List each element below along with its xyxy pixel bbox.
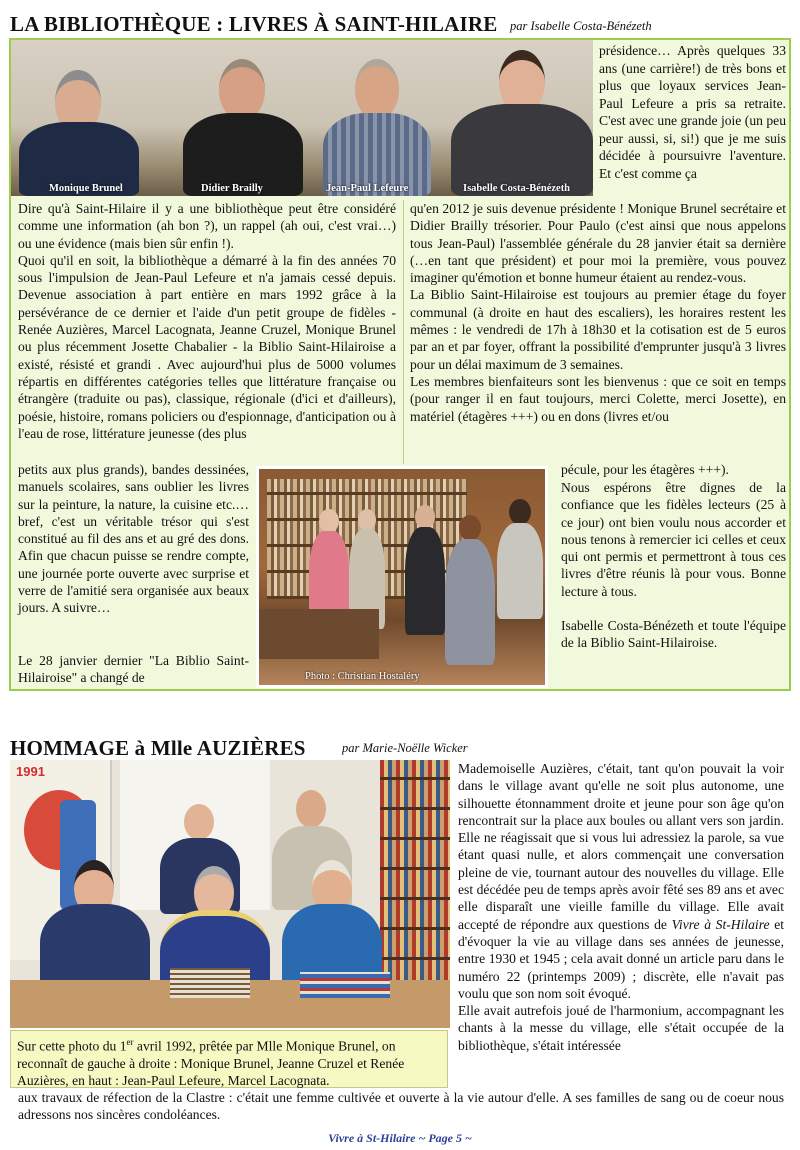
library-photo <box>256 466 548 688</box>
article1-byline: par Isabelle Costa-Bénézeth <box>510 19 652 33</box>
historical-photo <box>10 760 450 1028</box>
article1-left-p2: Quoi qu'il en soit, la bibliothèque a démarré à la fin des années 70 sous l'impulsion de Jean-Paul Lefeure et n'a jamais cessé depuis. Devenue association à part entière en mars 1992 grâce à la persévérance de ce dernier et l'aide d'un petit groupe de fidèles - Renée Auzières, Marcel Lacognata, Jeanne Cruzel, Monique Brunel ou plus récemment Josette Chabalier - la Biblio Saint-Hilairoise a existé, résisté et grandi . Avec aujourd'hui plus de 5000 volumes répartis en différentes catégories telles que littérature française ou étrangère (traduite ou pas), classique, régionale (d'ici et d'ailleurs), poésie, histoire, romans policiers ou d'espionnage, d'anticipation ou à l'eau de rose, littérature jeunesse (des plus <box>18 252 396 441</box>
article2-title: HOMMAGE à Mlle AUZIÈRES <box>10 736 306 760</box>
article1-right-p6: Isabelle Costa-Bénézeth et toute l'équipe de la Biblio Saint-Hilairoise. <box>561 618 786 651</box>
article2-byline: par Marie-Noëlle Wicker <box>342 741 468 755</box>
article1-left-column <box>18 200 396 442</box>
book-stack-2 <box>300 972 390 998</box>
article1-left-p4: Le 28 janvier dernier "La Biblio Saint-Hilairoise" a changé de <box>18 653 249 686</box>
bookshelf-2 <box>380 760 450 990</box>
article1-right-column <box>410 200 786 425</box>
magazine-name: Vivre à St-Hilaire <box>671 916 770 932</box>
book-stack-1 <box>170 968 250 998</box>
page-footer: Vivre à St-Hilaire ~ Page 5 ~ <box>328 1131 472 1145</box>
article2-right-column <box>458 760 784 1054</box>
poster-year: 1991 <box>16 764 45 779</box>
photo-person-monique <box>40 860 150 1000</box>
photo-credit: Photo : Christian Hostaléry <box>305 671 420 682</box>
photo-caption: Sur cette photo du 1er avril 1992, prêtée par Mlle Monique Brunel, on reconnaît de gauche à droite : Monique Brunel, Jeanne Cruzel et Renée Auzières, en haut : Jean-Paul Lefeure, Marcel Lacognata. <box>10 1030 448 1088</box>
article2-right-p1: Mademoiselle Auzières, c'était, tant qu'on pouvait la voir dans le village avant qu'elle ne soit plus autonome, une silhouette étonnamment droite et jeune pour son âge qu'on rencontrait sur la place aux boules ou allant vers son jardin. Elle ne réagissait que si vous lui adressiez la parole, sa vue étant quasi nulle, et alors commençait une conversation pleine de vie, tournant autour des nouvelles du village. Elle est décédée peu de temps après avoir fêté ses 89 ans et avec elle disparaît une vieille famille du village. Elle avait accepté de répondre aux questions de Vivre à St-Hilaire et d'évoquer la vie au village dans ses années de jeunesse, entre 1930 et 1945 ; cela avait donné un article paru dans le numéro 22 (printemps 2009) ; discrète, elle n'avait pas voulu que son nom soit évoqué. <box>458 761 784 1001</box>
person-isabelle <box>451 48 593 196</box>
group-photo <box>11 40 593 196</box>
person-jeanpaul <box>323 55 431 196</box>
photo-name-1: Monique Brunel <box>49 183 123 194</box>
person-monique <box>19 60 139 196</box>
article1-right-p1: qu'en 2012 je suis devenue présidente ! Monique Brunel secrétaire et Didier Brailly trésorier. Pour Paulo (c'est ainsi que nous appelons tous Jean-Paul) l'assemblée générale du 28 janvier était sa dernière (…en tant que président) et pour moi la première, vous pouvez imaginer qu'émotion et bonne humeur étaient au rendez-vous. <box>410 201 786 286</box>
photo-person-c <box>405 505 445 635</box>
article1-title: LA BIBLIOTHÈQUE : LIVRES À SAINT-HILAIRE <box>10 12 498 36</box>
photo-person-e <box>497 499 543 619</box>
article1-left-p1: Dire qu'à Saint-Hilaire il y a une bibliothèque peut être considéré comme une information (ah bon ?), un rappel (ah oui, c'est vrai…) ou une évidence (mais bien sûr enfin !). <box>18 201 396 251</box>
article1-right-p2: La Biblio Saint-Hilairoise est toujours au premier étage du foyer communal (à droite en haut des escaliers), les horaires restent les mêmes : le vendredi de 17h à 18h30 et la cotisation est de 5 euros par an et par foyer, offrant la possibilité d'emprunter jusqu'à 3 livres pour un délai maximum de 3 semaines. <box>410 287 786 372</box>
article1-left-p3: petits aux plus grands), bandes dessinées, manuels scolaires, sans oublier les livres sur la peinture, la nature, la cuisine etc.… bref, c'est un véritable trésor qui s'est constitué au fil des ans et au gré des dons. Afin que chacun puisse se rendre compte, une journée porte ouverte avec surprise et verre de l'amitié sera organisée aux beaux jours. A suivre… <box>18 462 249 616</box>
article2-bottom-text: aux travaux de réfection de la Clastre : c'était une femme cultivée et ouverte à la vie autour d'elle. A ses familles de sang ou de coeur nous adressons nos sincères condoléances. <box>18 1090 784 1123</box>
column-divider <box>403 200 404 464</box>
article2-right-p2: Elle avait autrefois joué de l'harmonium, accompagnant les chants à la messe du village, elle s'était occupée de la bibliothèque, s'était intéressée <box>458 1003 784 1053</box>
library-table <box>259 609 379 659</box>
article1-top-right-text: présidence… Après quelques 33 ans (une carrière!) de très bons et plus que loyaux services Jean-Paul Lefeure a pris sa retraite. C'est avec une grande joie (un peu peur aussi, si, si!) que je me suis décidée à poursuivre l'aventure. Et c'est comme ça <box>599 43 786 181</box>
caption-superscript: er <box>126 1037 134 1047</box>
person-didier <box>183 55 303 196</box>
photo-name-4: Isabelle Costa-Bénézeth <box>463 183 571 194</box>
photo-person-d <box>445 515 495 665</box>
article1-right-p3: Les membres bienfaiteurs sont les bienvenus : que ce soit en temps (pour ranger il en faut toujours, merci Colette, merci Josette), en matériel (étagères +++) ou en dons (livres et/ou <box>410 373 786 424</box>
photo-name-2: Didier Brailly <box>201 183 263 194</box>
article1-right-p5: Nous espérons être dignes de la confiance que les fidèles lecteurs (25 à ce jour) ont bien voulu nous accorder et nous tenons à remercier ici celles et ceux qui ont permis et permettront à tous ces livres d'être réunis là pour vous. Bonne lecture à tous. <box>561 480 786 599</box>
article1-right-p4: pécule, pour les étagères +++). <box>561 462 729 477</box>
photo-name-3: Jean-Paul Lefeure <box>326 183 409 194</box>
